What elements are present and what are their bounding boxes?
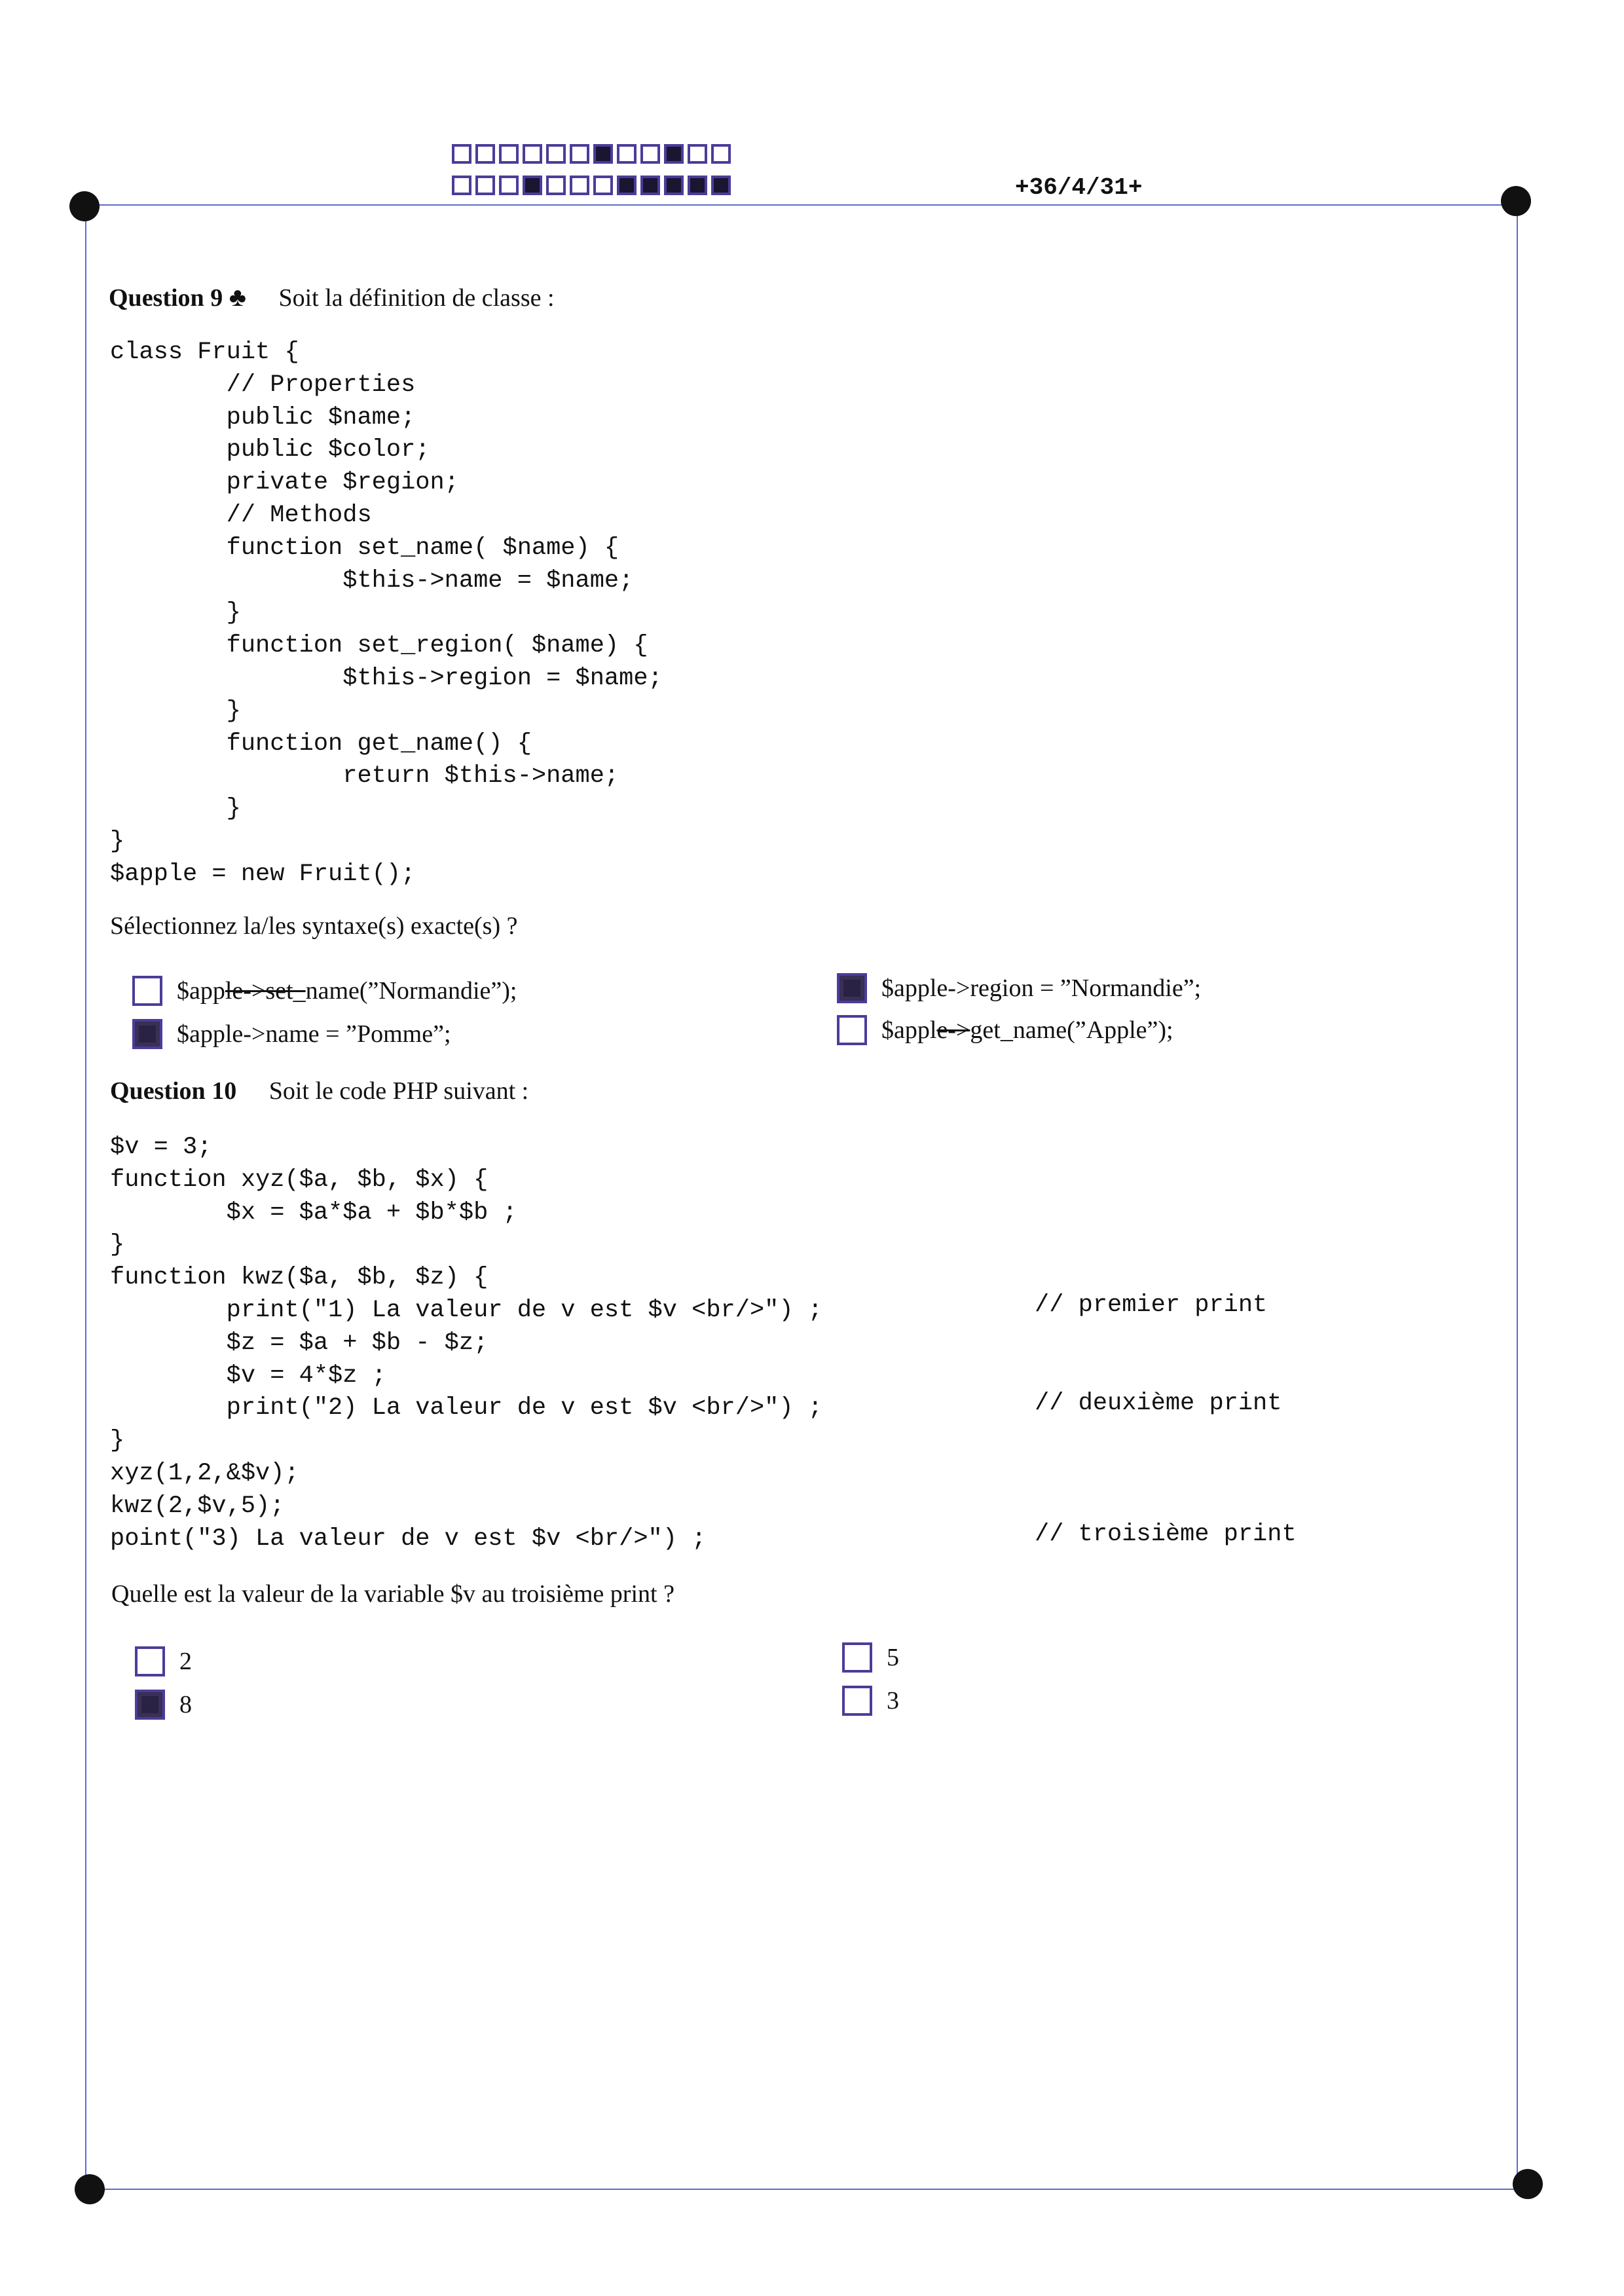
id-code-box: [664, 176, 684, 195]
frame-top-line: [84, 204, 1518, 206]
q9-checkbox-d[interactable]: [837, 1015, 867, 1045]
q9-choice-a-text: $apple->set_name(”Normandie”);: [177, 977, 517, 1005]
frame-right-line: [1517, 204, 1518, 2189]
id-code-box: [593, 144, 613, 164]
q10-checkbox-2[interactable]: [135, 1646, 165, 1676]
id-code-row-2: [452, 176, 735, 195]
id-code-box: [452, 176, 471, 195]
q9-choice-d[interactable]: [837, 1015, 1173, 1045]
q10-choice-5[interactable]: [842, 1642, 899, 1673]
q10-text: Soit le code PHP suivant :: [268, 1077, 529, 1105]
id-code-box: [570, 144, 589, 164]
corner-marker-top-right: [1501, 186, 1531, 216]
q9-heading: [109, 282, 555, 312]
q9-checkbox-a[interactable]: [132, 976, 162, 1006]
q10-choice-3[interactable]: [842, 1686, 899, 1716]
q9-checkbox-c[interactable]: [837, 973, 867, 1003]
id-code-box: [711, 176, 731, 195]
id-code-box: [499, 176, 519, 195]
id-code-box: [475, 176, 495, 195]
id-code-box: [570, 176, 589, 195]
id-code-box: [546, 144, 566, 164]
id-code-box: [711, 144, 731, 164]
q10-checkbox-3[interactable]: [842, 1686, 872, 1716]
q9-code: class Fruit { // Properties public $name; public $color; private $region; // Methods function set_name( $name) { $this->name = $name; } function set_region( $name) { $this->region = $name; } function get_name() { return $this->name; } } $apple = new Fruit();: [110, 339, 663, 888]
q9-checkbox-b[interactable]: [132, 1019, 162, 1049]
q10-checkbox-8[interactable]: [135, 1690, 165, 1720]
q9-text: Soit la définition de classe :: [278, 284, 555, 312]
id-code-box: [452, 144, 471, 164]
q9-choice-b[interactable]: [132, 1019, 451, 1049]
q9-choice-b-text: $apple->name = ”Pomme”;: [177, 1020, 451, 1048]
id-code-box: [640, 144, 660, 164]
q10-choice-8[interactable]: [135, 1690, 192, 1720]
id-code-box: [617, 144, 637, 164]
id-code-box: [593, 176, 613, 195]
q10-checkbox-5[interactable]: [842, 1642, 872, 1673]
q10-code: $v = 3; function xyz($a, $b, $x) { $x = $a*$a + $b*$b ; } function kwz($a, $b, $z) { print("1) La valeur de v est $v <br/>") ; $z = $a + $b - $z; $v = 4*$z ; print("2) La valeur de v est $v <br/>") ; } xyz(1,2,&$v); kwz(2,$v,5); point("3) La valeur de v est $v <br/>") ;: [110, 1134, 822, 1553]
id-code-box: [640, 176, 660, 195]
id-code-box: [523, 176, 542, 195]
id-code-box: [546, 176, 566, 195]
q10-heading: [110, 1077, 528, 1105]
id-code-box: [523, 144, 542, 164]
corner-marker-bottom-left: [75, 2174, 105, 2204]
id-code-box: [617, 176, 637, 195]
page-id: +36/4/31+: [1015, 174, 1143, 201]
frame-left-line: [85, 204, 86, 2190]
corner-marker-top-left: [69, 191, 100, 221]
q10-comment-troisieme: // troisième print: [1035, 1521, 1297, 1548]
q10-choice-2-label: 2: [179, 1648, 192, 1675]
q10-prompt: Quelle est la valeur de la variable $v au troisième print ?: [111, 1580, 674, 1608]
id-code-box: [499, 144, 519, 164]
club-icon: ♣: [229, 282, 246, 312]
q10-choice-8-label: 8: [179, 1691, 192, 1718]
q9-prompt: Sélectionnez la/les syntaxe(s) exacte(s) ?: [110, 912, 518, 940]
frame-bottom-line: [92, 2189, 1530, 2190]
q9-choice-a[interactable]: [132, 976, 517, 1006]
id-code-row-1: [452, 144, 735, 164]
corner-marker-bottom-right: [1513, 2169, 1543, 2199]
id-code-box: [475, 144, 495, 164]
q10-comment-deuxieme: // deuxième print: [1035, 1390, 1282, 1417]
q10-label: Question 10: [110, 1077, 237, 1105]
q10-choice-5-label: 5: [887, 1644, 899, 1671]
q10-comment-premier: // premier print: [1035, 1291, 1268, 1319]
q9-choice-c[interactable]: [837, 973, 1201, 1003]
id-code-box: [664, 144, 684, 164]
q10-choice-2[interactable]: [135, 1646, 192, 1676]
id-code-box: [688, 144, 707, 164]
q10-choice-3-label: 3: [887, 1687, 899, 1714]
q9-label: Question 9: [109, 284, 223, 312]
q9-choice-c-text: $apple->region = ”Normandie”;: [881, 974, 1202, 1002]
q9-choice-d-text: $apple->get_name(”Apple”);: [881, 1016, 1173, 1044]
id-code-box: [688, 176, 707, 195]
